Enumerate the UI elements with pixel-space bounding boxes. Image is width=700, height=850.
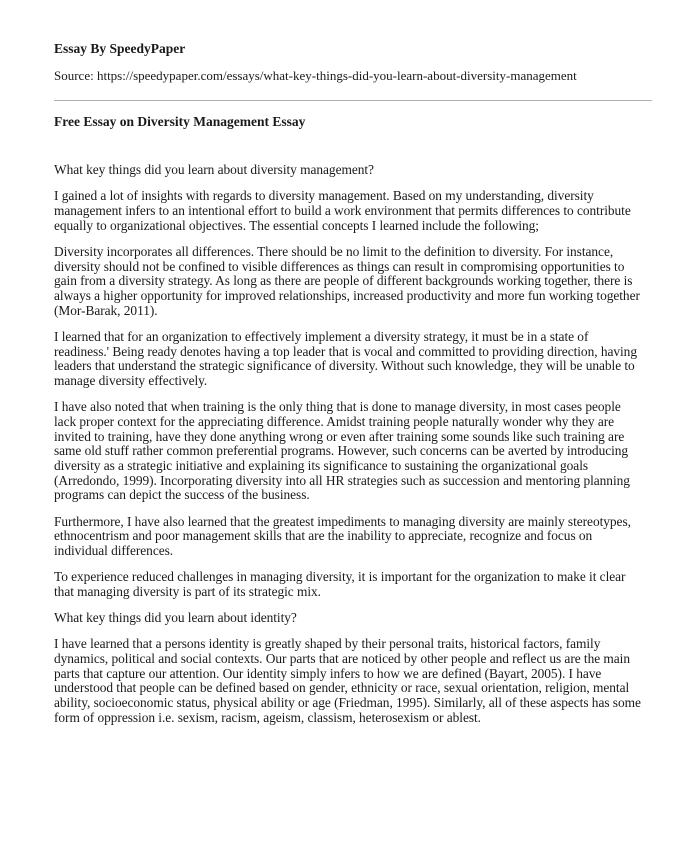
paragraph: To experience reduced challenges in managing diversity, it is important for the organization to make it clear that managing diversity is part of its strategic mix.: [54, 569, 626, 599]
question-1: What key things did you learn about diversity management?: [54, 162, 374, 177]
paragraph: I have learned that a persons identity is greatly shaped by their personal traits, historical factors, family dynamics, political and social contexts. Our parts that are noticed by other people and reflect us are the main parts that capture our attention. Our identity simply infers to how we are defined (Bayart, 2005). I have understood that people can be defined based on gender, ethnicity or race, sexual orientation, religion, mental ability, socioeconomic status, physical ability or age (Friedman, 1995). Similarly, all of these aspects has some form of oppression i.e. sexism, racism, ageism, classism, heterosexism or ablest.: [54, 636, 641, 725]
essay-title: Free Essay on Diversity Management Essay: [54, 114, 306, 129]
question-2: What key things did you learn about identity?: [54, 610, 297, 626]
paragraph: Diversity incorporates all differences. There should be no limit to the definition to diversity. For instance, diversity should not be confined to visible differences as things can result in compromising opportunities to gain from a diversity strategy. As long as there are people of different backgrounds working together, there is always a higher opportunity for improved relationships, increased productivity and more fun working together (Mor-Barak, 2011).: [54, 243, 640, 318]
divider: [54, 100, 652, 101]
paragraph: I have also noted that when training is the only thing that is done to manage diversity, in most cases people lack proper context for the appreciating difference. Amidst training people naturally wonder why they are invited to training, have they done anything wrong or even after training some sounds like such training are same old stuff rather common preferential programs. However, such concerns can be averted by introducing diversity as a strategic initiative and explaining its significance to sustaining the organizational goals (Arredondo, 1999). Incorporating diversity into all HR strategies such as succession and mentoring planning programs can depict the success of the business.: [54, 399, 630, 503]
paragraph: I gained a lot of insights with regards to diversity management. Based on my understanding, diversity management infers to an intentional effort to build a work environment that permits differences to contribute equally to organizational objectives. The essential concepts I learned include the following;: [54, 188, 631, 233]
header-title: Essay By SpeedyPaper: [54, 41, 186, 56]
paragraph: Furthermore, I have also learned that the greatest impediments to managing diversity are mainly stereotypes, ethnocentrism and poor management skills that are the inability to appreciate, recognize and focus on individual differences.: [54, 513, 631, 558]
essay-body: [54, 163, 646, 726]
source-line: Source: https://speedypaper.com/essays/what-key-things-did-you-learn-about-diversity-management: [54, 68, 577, 83]
paragraph: I learned that for an organization to effectively implement a diversity strategy, it must be in a state of readiness.' Being ready denotes having a top leader that is vocal and committed to providing direction, having leaders that understand the strategic significance of diversity. Without such knowledge, they will be unable to manage diversity effectively.: [54, 328, 637, 388]
